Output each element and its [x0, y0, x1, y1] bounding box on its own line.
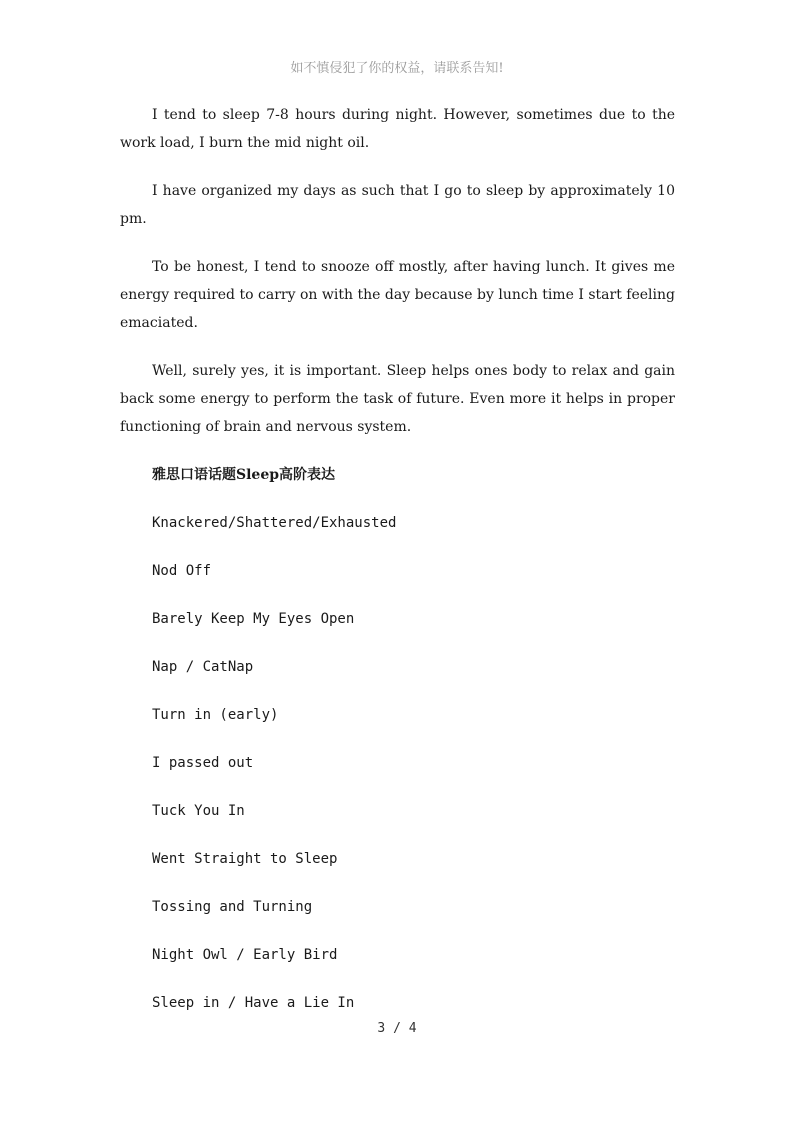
list-item: Nod Off: [152, 563, 212, 579]
list-item: Knackered/Shattered/Exhausted: [152, 515, 397, 531]
list-item: Went Straight to Sleep: [152, 851, 338, 867]
list-item: Turn in (early): [152, 707, 279, 723]
list-item: Tuck You In: [152, 803, 245, 819]
list-item: Tossing and Turning: [152, 899, 313, 915]
list-item: Nap / CatNap: [152, 659, 254, 675]
paragraph-nap: To be honest, I tend to snooze off mostly, after having lunch. It gives me energy required to carry on with the day because by lunch time I start feeling emaciated.: [120, 259, 675, 331]
document-body: [120, 101, 675, 1037]
paragraph-bedtime: I have organized my days as such that I go to sleep by approximately 10 pm.: [120, 183, 675, 227]
phrase-list: [120, 509, 675, 1017]
section-heading: 雅思口语话题Sleep高阶表达: [152, 467, 336, 483]
paragraph-sleep-hours: I tend to sleep 7-8 hours during night. However, sometimes due to the work load, I burn the mid night oil.: [120, 107, 675, 151]
list-item: Sleep in / Have a Lie In: [152, 995, 355, 1011]
paragraph-importance: Well, surely yes, it is important. Sleep helps ones body to relax and gain back some energy to perform the task of future. Even more it helps in proper functioning of brain and nervous system.: [120, 363, 675, 435]
list-item: Barely Keep My Eyes Open: [152, 611, 355, 627]
list-item: Night Owl / Early Bird: [152, 947, 338, 963]
header-notice: 如不慎侵犯了你的权益，请联系告知!: [290, 61, 504, 76]
page-number: 3 / 4: [377, 1021, 417, 1036]
list-item: I passed out: [152, 755, 254, 771]
